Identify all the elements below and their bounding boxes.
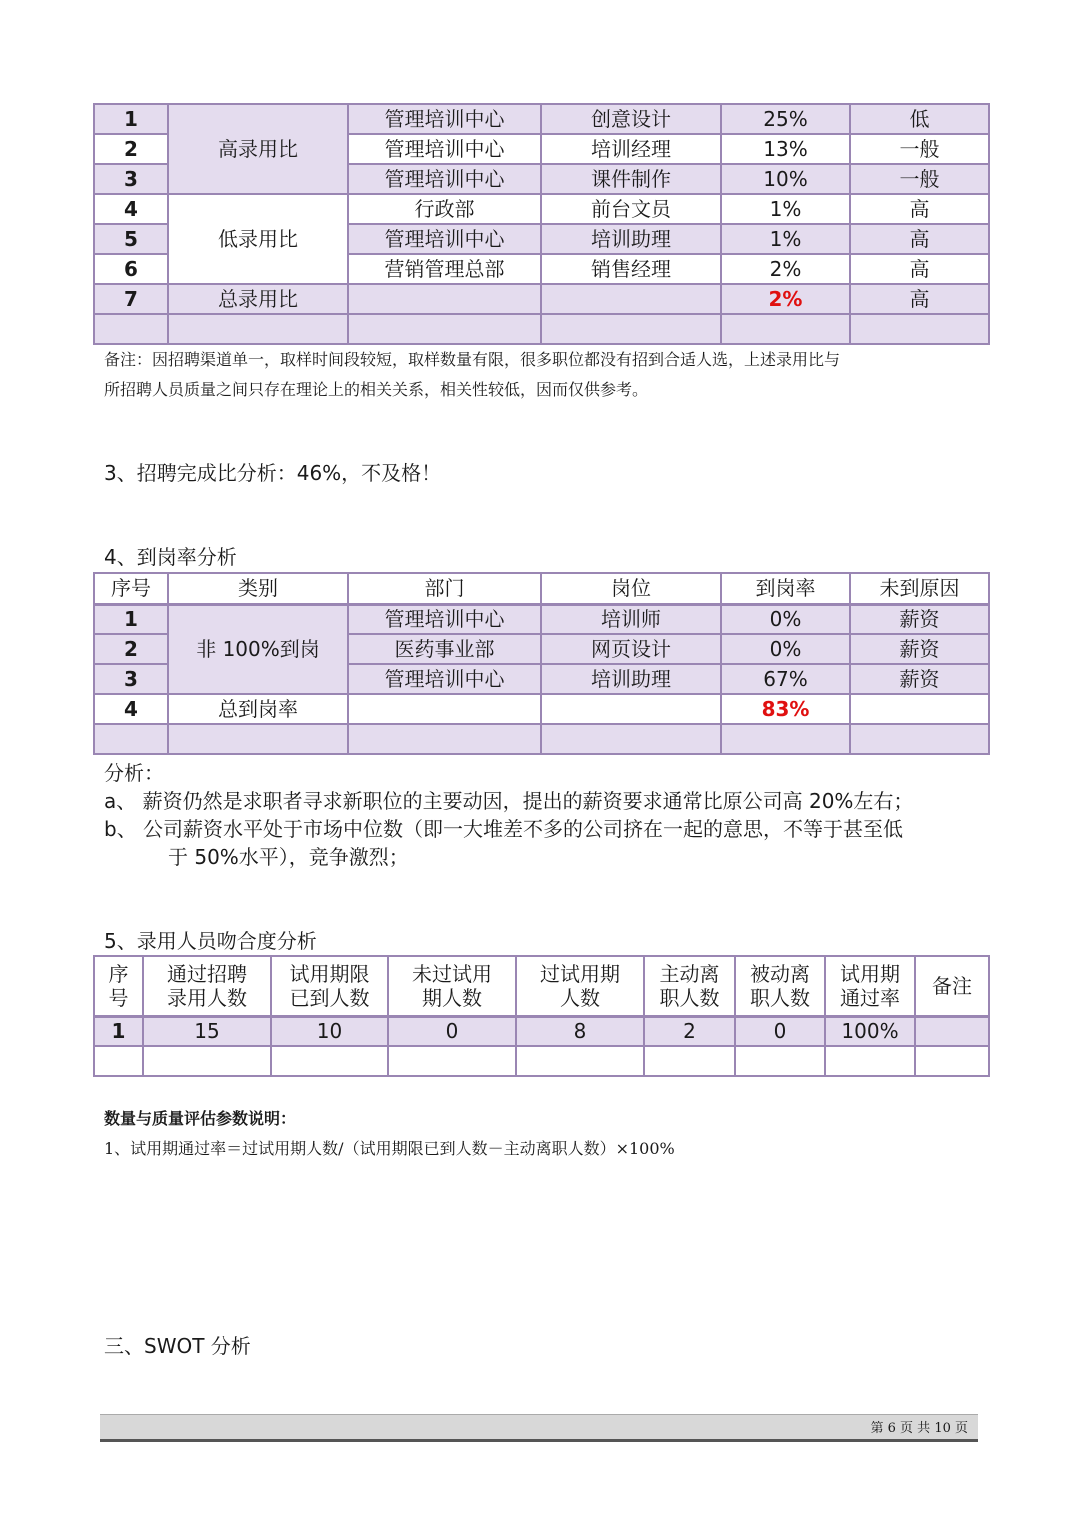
group-high-ratio: 高录用比 [168,104,348,194]
ratio-cell: 1% [721,224,850,254]
table-row-empty [94,1046,989,1076]
row-number: 1 [94,104,168,134]
row-number: 3 [94,164,168,194]
section-4-heading: 4、到岗率分析 [104,545,237,569]
ratio-cell: 13% [721,134,850,164]
passed-cell: 8 [516,1016,644,1046]
position-cell: 培训助理 [541,664,721,694]
header-pass-rate: 试用期 通过率 [825,956,915,1016]
position-cell: 前台文员 [541,194,721,224]
empty-cell [541,284,721,314]
total-label: 总录用比 [168,284,348,314]
header-no: 序 号 [94,956,143,1016]
table-row-empty [94,314,989,344]
table-row [94,1016,989,1046]
ratio-cell: 2% [721,254,850,284]
dept-cell: 营销管理总部 [348,254,541,284]
header-rate: 到岗率 [721,573,850,604]
header-remark: 备注 [915,956,989,1016]
table-row [94,194,989,224]
reason-cell: 薪资 [850,664,989,694]
level-cell: 高 [850,254,989,284]
probation-due-cell: 10 [271,1016,388,1046]
dept-cell: 行政部 [348,194,541,224]
empty-cell [541,694,721,724]
level-cell: 高 [850,284,989,314]
level-cell: 高 [850,224,989,254]
position-cell: 网页设计 [541,634,721,664]
pass-rate-cell: 100% [825,1016,915,1046]
dept-cell: 管理培训中心 [348,224,541,254]
table-row-total [94,694,989,724]
table-row-empty [94,724,989,754]
dept-cell: 管理培训中心 [348,604,541,634]
header-hired: 通过招聘 录用人数 [143,956,271,1016]
table-header [94,573,989,604]
rate-cell: 67% [721,664,850,694]
header-no: 序号 [94,573,168,604]
group-low-ratio: 低录用比 [168,194,348,284]
analysis-a: a、 薪资仍然是求职者寻求新职位的主要动因，提出的薪资要求通常比原公司高 20%左右； [104,789,914,813]
dept-cell: 管理培训中心 [348,134,541,164]
note-line-2: 所招聘人员质量之间只存在理论上的相关关系，相关性较低，因而仅供参考。 [104,380,649,399]
failed-cell: 0 [388,1016,516,1046]
section-5-heading: 5、录用人员吻合度分析 [104,929,317,953]
header-failed-probation: 未过试用 期人数 [388,956,516,1016]
position-cell: 培训经理 [541,134,721,164]
row-number: 2 [94,134,168,164]
voluntary-cell: 2 [644,1016,735,1046]
position-cell: 课件制作 [541,164,721,194]
row-number: 1 [94,604,168,634]
total-label: 总到岗率 [168,694,348,724]
fit-analysis-table [93,955,990,1077]
row-number: 6 [94,254,168,284]
position-cell: 培训师 [541,604,721,634]
header-dept: 部门 [348,573,541,604]
group-not-full: 非 100%到岗 [168,604,348,694]
passive-cell: 0 [735,1016,825,1046]
remark-cell [915,1016,989,1046]
section-3-heading: 3、招聘完成比分析：46%，不及格！ [104,461,442,485]
empty-cell [348,284,541,314]
reason-cell: 薪资 [850,634,989,664]
page-footer [100,1414,978,1442]
header-passive-leave: 被动离 职人数 [735,956,825,1016]
header-passed-probation: 过试用期 人数 [516,956,644,1016]
total-rate: 83% [721,694,850,724]
header-voluntary-leave: 主动离 职人数 [644,956,735,1016]
row-number: 5 [94,224,168,254]
empty-cell [348,694,541,724]
params-title: 数量与质量评估参数说明： [104,1109,297,1128]
level-cell: 高 [850,194,989,224]
hire-ratio-table [93,103,990,345]
level-cell: 一般 [850,164,989,194]
note-line-1: 备注：因招聘渠道单一，取样时间段较短，取样数量有限，很多职位都没有招到合适人选，上述录用比与 [104,350,841,369]
analysis-b-line2: 于 50%水平），竞争激烈； [168,845,409,869]
total-ratio: 2% [721,284,850,314]
ratio-cell: 25% [721,104,850,134]
row-number: 1 [94,1016,143,1046]
row-number: 4 [94,194,168,224]
dept-cell: 管理培训中心 [348,164,541,194]
header-probation-due: 试用期限 已到人数 [271,956,388,1016]
row-number: 3 [94,664,168,694]
empty-cell [850,694,989,724]
level-cell: 一般 [850,134,989,164]
dept-cell: 管理培训中心 [348,104,541,134]
header-reason: 未到原因 [850,573,989,604]
position-cell: 创意设计 [541,104,721,134]
table-row [94,604,989,634]
analysis-b-line1: b、 公司薪资水平处于市场中位数（即一大堆差不多的公司挤在一起的意思，不等于甚至低 [104,817,904,841]
level-cell: 低 [850,104,989,134]
hired-cell: 15 [143,1016,271,1046]
row-number: 2 [94,634,168,664]
rate-cell: 0% [721,634,850,664]
analysis-title: 分析： [104,761,164,785]
ratio-cell: 1% [721,194,850,224]
page-number: 第 6 页 共 10 页 [870,1421,968,1436]
header-position: 岗位 [541,573,721,604]
swot-heading: 三、SWOT 分析 [104,1334,251,1358]
header-category: 类别 [168,573,348,604]
table-header [94,956,989,1016]
params-line-1: 1、试用期通过率＝过试用期人数/（试用期限已到人数－主动离职人数）×100% [104,1139,675,1158]
reason-cell: 薪资 [850,604,989,634]
table-row [94,104,989,134]
position-cell: 培训助理 [541,224,721,254]
rate-cell: 0% [721,604,850,634]
row-number: 7 [94,284,168,314]
dept-cell: 医药事业部 [348,634,541,664]
dept-cell: 管理培训中心 [348,664,541,694]
table-row-total [94,284,989,314]
row-number: 4 [94,694,168,724]
ratio-cell: 10% [721,164,850,194]
arrival-rate-table [93,572,990,755]
position-cell: 销售经理 [541,254,721,284]
